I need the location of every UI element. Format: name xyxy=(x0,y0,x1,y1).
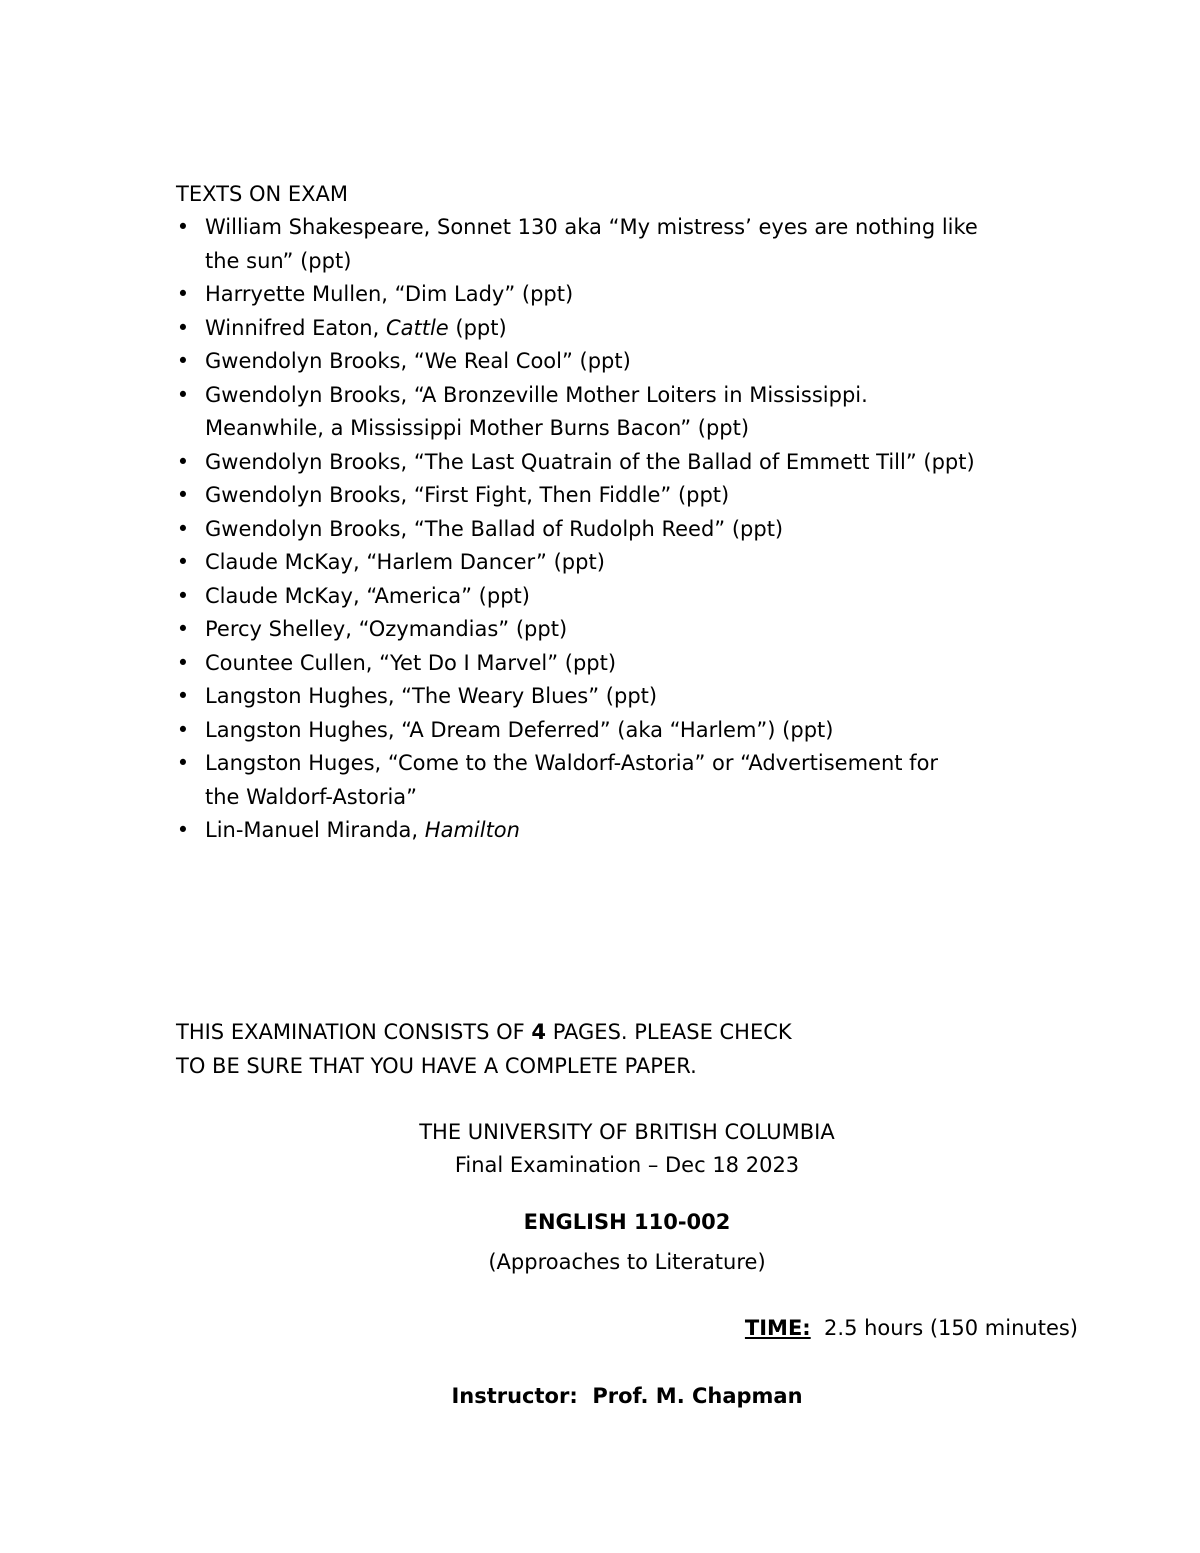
texts-list xyxy=(176,211,1056,848)
bullet-icon: • xyxy=(176,349,190,373)
course-name: (Approaches to Literature) xyxy=(488,1250,766,1274)
list-item xyxy=(176,680,1056,714)
bullet-icon: • xyxy=(176,583,190,608)
list-item-text: Countee Cullen, “Yet Do I Marvel” (ppt) xyxy=(205,650,617,675)
bullet-icon: • xyxy=(176,315,190,340)
texts-on-exam-heading: TEXTS ON EXAM xyxy=(176,182,348,206)
list-item xyxy=(176,613,1056,647)
list-item-text: Langston Hughes, “The Weary Blues” (ppt) xyxy=(205,684,658,708)
list-item-text: William Shakespeare, Sonnet 130 aka “My mistress’ eyes are nothing like xyxy=(205,215,978,239)
list-item xyxy=(176,345,1056,379)
list-item xyxy=(176,580,1056,614)
bullet-icon: • xyxy=(176,550,190,574)
instructor-label: Instructor: xyxy=(451,1384,593,1408)
bullet-icon: • xyxy=(176,282,190,306)
list-item-text: Lin-Manuel Miranda, xyxy=(205,818,425,842)
list-item xyxy=(176,479,1056,513)
list-item xyxy=(176,546,1056,580)
list-item-text: Langston Huges, “Come to the Waldorf-Astoria” or “Advertisement for xyxy=(205,751,939,775)
bullet-icon: • xyxy=(176,215,190,239)
instructor-line xyxy=(176,1380,1078,1413)
notice-text: PAGES. PLEASE CHECK xyxy=(546,1020,792,1044)
list-item xyxy=(176,379,1056,446)
bullet-icon: • xyxy=(176,516,190,541)
exam-header xyxy=(176,1116,1078,1182)
exam-title: Final Examination – Dec 18 2023 xyxy=(454,1153,800,1177)
list-item-text: Harryette Mullen, “Dim Lady” (ppt) xyxy=(205,282,574,306)
list-item xyxy=(176,714,1056,748)
list-item xyxy=(176,513,1056,547)
list-item-text: Gwendolyn Brooks, “The Last Quatrain of the Ballad of Emmett Till” (ppt) xyxy=(205,449,975,474)
list-item-text: Winnifred Eaton, xyxy=(205,315,386,340)
bullet-icon: • xyxy=(176,483,190,507)
list-item-text: Gwendolyn Brooks, “First Fight, Then Fiddle” (ppt) xyxy=(205,483,730,507)
exam-duration xyxy=(176,1312,1078,1345)
bullet-icon: • xyxy=(176,382,190,407)
list-item-text: Gwendolyn Brooks, “A Bronzeville Mother Loiters in Mississippi. xyxy=(205,382,868,407)
list-item xyxy=(176,278,1056,312)
bullet-icon: • xyxy=(176,650,190,675)
list-item xyxy=(176,814,1056,848)
page-count-notice xyxy=(176,1015,792,1083)
list-item-title-italic: Cattle xyxy=(385,315,449,340)
list-item-text: Claude McKay, “America” (ppt) xyxy=(205,583,530,608)
list-item xyxy=(176,647,1056,681)
notice-text: THIS EXAMINATION CONSISTS OF xyxy=(176,1020,532,1044)
list-item xyxy=(176,211,1056,278)
bullet-icon: • xyxy=(176,818,190,842)
bullet-icon: • xyxy=(176,751,190,775)
list-item-text: the sun” (ppt) xyxy=(205,248,352,273)
time-label: TIME: xyxy=(744,1316,811,1340)
list-item-text: Percy Shelley, “Ozymandias” (ppt) xyxy=(205,617,568,641)
university-name: THE UNIVERSITY OF BRITISH COLUMBIA xyxy=(419,1120,835,1144)
list-item-text: Gwendolyn Brooks, “The Ballad of Rudolph Reed” (ppt) xyxy=(205,516,784,541)
list-item-text: Gwendolyn Brooks, “We Real Cool” (ppt) xyxy=(205,349,631,373)
list-item-text: Langston Hughes, “A Dream Deferred” (aka “Harlem”) (ppt) xyxy=(205,717,834,742)
list-item-title-italic: Hamilton xyxy=(424,818,520,842)
bullet-icon: • xyxy=(176,449,190,474)
bullet-icon: • xyxy=(176,684,190,708)
bullet-icon: • xyxy=(176,717,190,742)
list-item xyxy=(176,312,1056,346)
page-count: 4 xyxy=(531,1020,547,1044)
bullet-icon: • xyxy=(176,617,190,641)
notice-text: TO BE SURE THAT YOU HAVE A COMPLETE PAPER. xyxy=(176,1054,697,1078)
course-code: ENGLISH 110-002 xyxy=(523,1210,731,1234)
list-item-text: Meanwhile, a Mississippi Mother Burns Bacon” (ppt) xyxy=(205,416,750,440)
instructor-name: Prof. M. Chapman xyxy=(592,1384,803,1408)
list-item-text: the Waldorf-Astoria” xyxy=(205,784,418,809)
time-value: 2.5 hours (150 minutes) xyxy=(810,1316,1078,1340)
list-item-text: (ppt) xyxy=(448,315,507,340)
list-item xyxy=(176,747,1056,814)
list-item xyxy=(176,446,1056,480)
list-item-text: Claude McKay, “Harlem Dancer” (ppt) xyxy=(205,550,605,574)
